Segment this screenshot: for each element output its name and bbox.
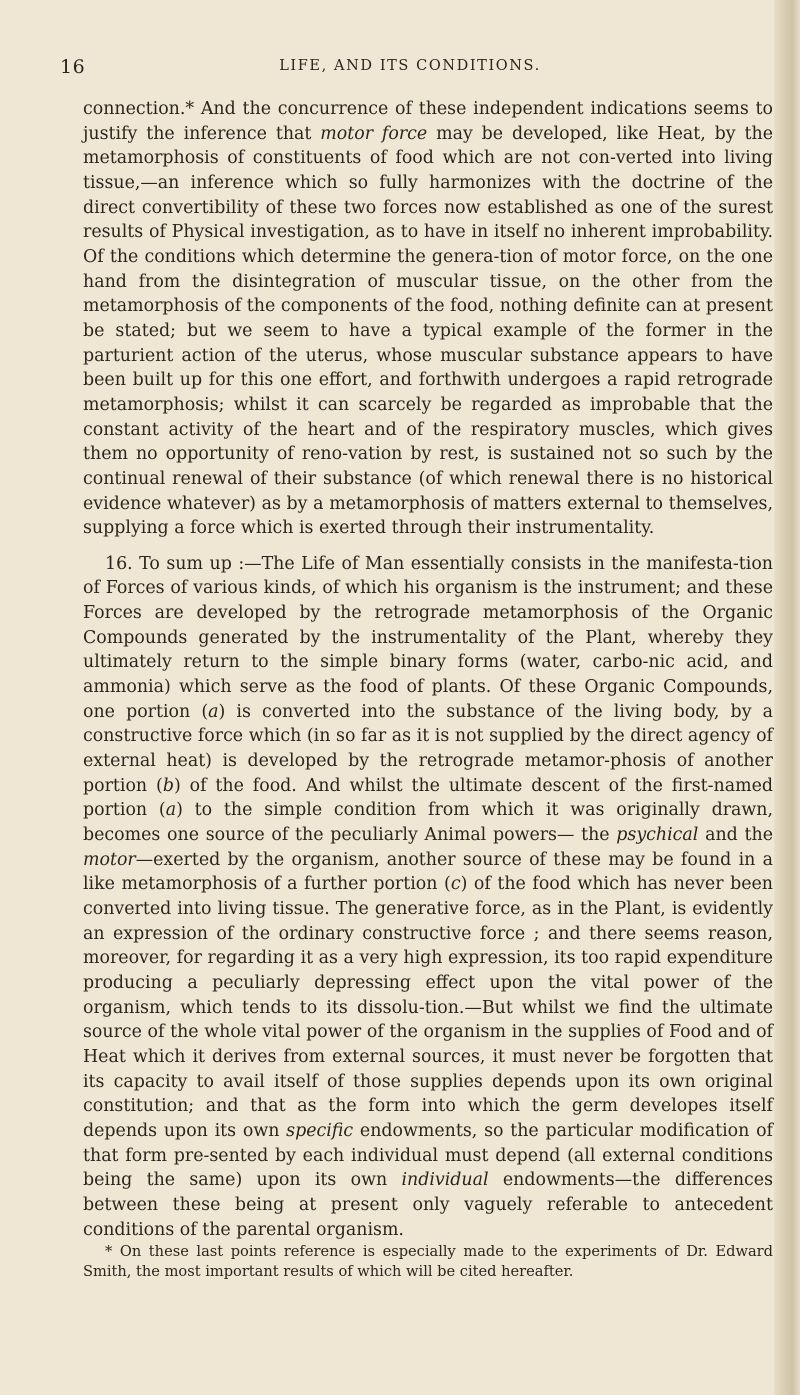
italic-term: a (165, 800, 177, 821)
text-run: ) of the food which has never been converted into living tissue. The generative force, as in the Plant, is evidently an expression of the ordinary constructive force ; and there seems reason, moreover, for regarding it as a very high expression, its too rapid expenditure producing a peculiarly depressing effect upon the vital power of the organism, which tends to its dissolu-tion.—But whilst we find the ultimate source of the whole vital power of the organism in the supplies of Food and of Heat which it derives from external sources, it must never be forgotten that its capacity to avail itself of those supplies depends upon its own original constitution; and that as the form into which the germ developes itself depends upon its own (83, 874, 773, 1141)
footnote: * On these last points reference is especially made to the experiments of Dr. Edward Smith, the most important results of which will be cited hereafter. (83, 1243, 773, 1281)
text-run: may be developed, like Heat, by the metamorphosis of constituents of food which are not con-verted into living tissue,—an inference which so fully harmonizes with the doctrine of the direct convertibility of these two forces now established as one of the surest results of Physical investigation, as to have in itself no inherent improbability. Of the conditions which determine the genera-tion of motor force, on the one hand from the disintegration of muscular tissue, on the other from the metamorphosis of the components of the food, nothing definite can at present be stated; but we seem to have a typical example of the former in the parturient action of the uterus, whose muscular substance appears to have been built up for this one effort, and forthwith undergoes a rapid retrograde metamorphosis; whilst it can scarcely be regarded as improbable that the constant activity of the heart and of the respiratory muscles, which gives them no opportunity of reno-vation by rest, is sustained not so such by the continual renewal of their substance (of which renewal there is no historical evidence whatever) as by a metamorphosis of matters external to themselves, supplying a force which is exerted through their instrumentality. (83, 123, 773, 539)
italic-term: specific (286, 1120, 354, 1141)
running-title: LIFE, AND ITS CONDITIONS. (279, 58, 541, 74)
italic-term: individual (401, 1170, 489, 1191)
text-run: —exerted by the organism, another source of these may be found in a like metamorphosis of a further portion ( (83, 849, 773, 895)
page-edge-shadow (774, 0, 800, 1395)
italic-term: c (450, 874, 461, 895)
page-number: 16 (60, 56, 86, 78)
text-run: 16. To sum up :—The Life of Man essentially consists in the manifesta-tion of Forces of various kinds, of which his organism is the instrument; and these Forces are developed by the retrograde metamorphosis of the Organic Compounds generated by the instrumentality of the Plant, whereby they ultimately return to the simple binary forms (water, carbo-nic acid, and ammonia) which serve as the food of plants. Of these Organic Compounds, one portion ( (83, 553, 773, 722)
text-run: endowments, so the particular modification of that form pre-sented by each individual must depend (all external conditions being the same) upon its own (83, 1120, 773, 1191)
text-run: connection.* And the concurrence of these independent indications seems to justify the inference that (83, 99, 773, 144)
text-run: ) is converted into the substance of the living body, by a constructive force which (in so far as it is not supplied by the direct agency of external heat) is developed by the retrograde metamor-phosis of another portion ( (83, 701, 773, 796)
paragraph-continuation (83, 97, 773, 541)
italic-term: b (162, 775, 174, 796)
italic-term: motor (83, 849, 136, 870)
italic-term: a (208, 701, 219, 722)
text-run: endowments—the differences between these being at present only vaguely referable to antecedent conditions of the parental organism. (83, 1170, 773, 1240)
paragraph-section-16 (83, 552, 773, 1242)
body-text (83, 97, 773, 1282)
page-header (60, 56, 760, 82)
text-run: and the (698, 825, 773, 846)
italic-term: psychical (616, 825, 699, 846)
text-run: ) to the simple condition from which it was originally drawn, becomes one source of the peculiarly Animal powers— the (83, 800, 773, 846)
text-run: ) of the food. And whilst the ultimate descent of the first-named portion ( (83, 775, 773, 821)
italic-term: motor force (320, 123, 428, 144)
